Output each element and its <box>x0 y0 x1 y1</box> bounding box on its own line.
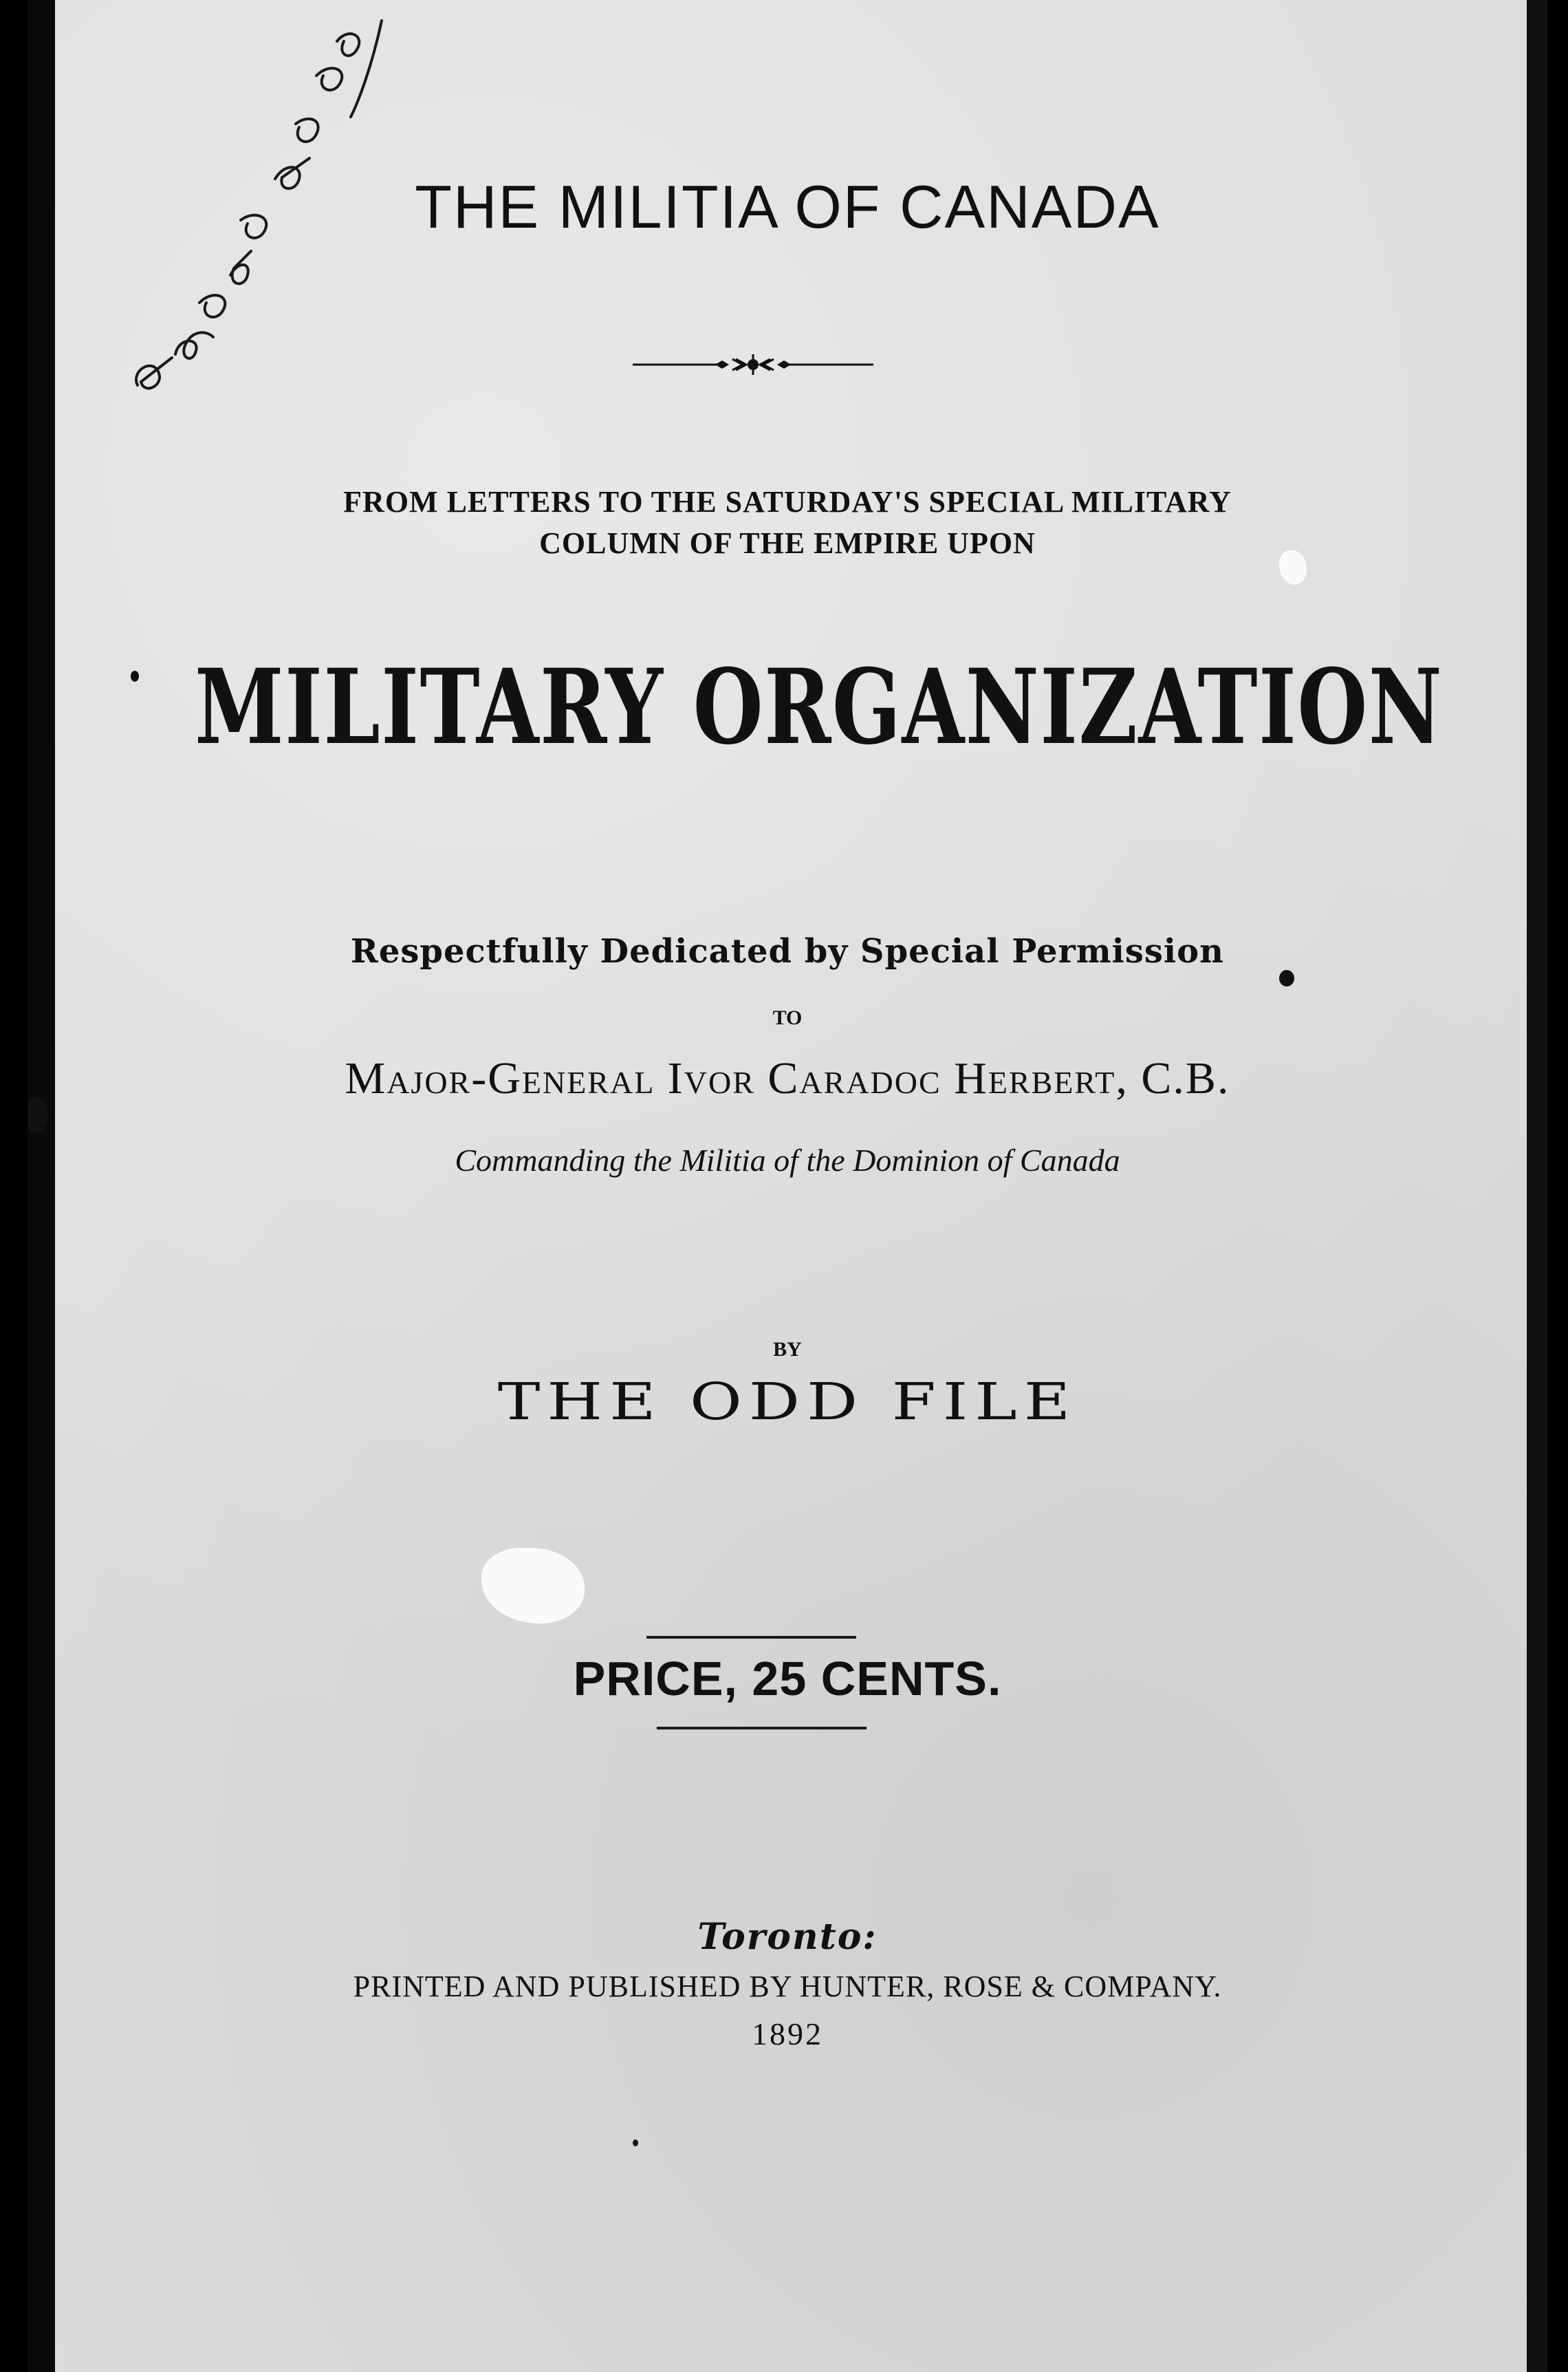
price-rule-top <box>646 1636 856 1639</box>
publication-city: Toronto: <box>697 1916 878 1958</box>
ink-speck <box>1279 970 1294 986</box>
source-line-1: FROM LETTERS TO THE SATURDAY'S SPECIAL MILITARY <box>343 485 1232 519</box>
dedication-to: TO <box>772 1006 803 1029</box>
ornament-divider-icon <box>633 344 873 385</box>
ink-speck <box>633 2139 638 2146</box>
source-description <box>28 482 1547 564</box>
dedication-line: Respectfully Dedicated by Special Permission <box>350 932 1225 971</box>
publisher-line: PRINTED AND PUBLISHED BY HUNTER, ROSE & COMPANY. <box>353 1970 1222 2003</box>
paper-damage-spot <box>481 1548 585 1624</box>
ink-speck <box>28 1097 48 1132</box>
author-name: THE ODD FILE <box>497 1372 1078 1432</box>
price-rule-bottom <box>657 1727 867 1729</box>
paper-damage-spot <box>1279 550 1307 585</box>
dedicatee-name: Major-General Ivor Caradoc Herbert, C.B. <box>345 1053 1230 1103</box>
ink-speck <box>131 671 139 682</box>
source-line-2: COLUMN OF THE EMPIRE UPON <box>539 526 1036 560</box>
dedicatee-role: Commanding the Militia of the Dominion of Canada <box>455 1143 1120 1178</box>
by-line: BY <box>773 1338 802 1361</box>
main-title: MILITARY ORGANIZATION <box>195 647 1444 768</box>
page-title: THE MILITIA OF CANADA <box>415 173 1160 241</box>
title-page <box>28 0 1547 2372</box>
price-label: PRICE, 25 CENTS. <box>573 1652 1002 1705</box>
publication-year: 1892 <box>752 2016 823 2051</box>
